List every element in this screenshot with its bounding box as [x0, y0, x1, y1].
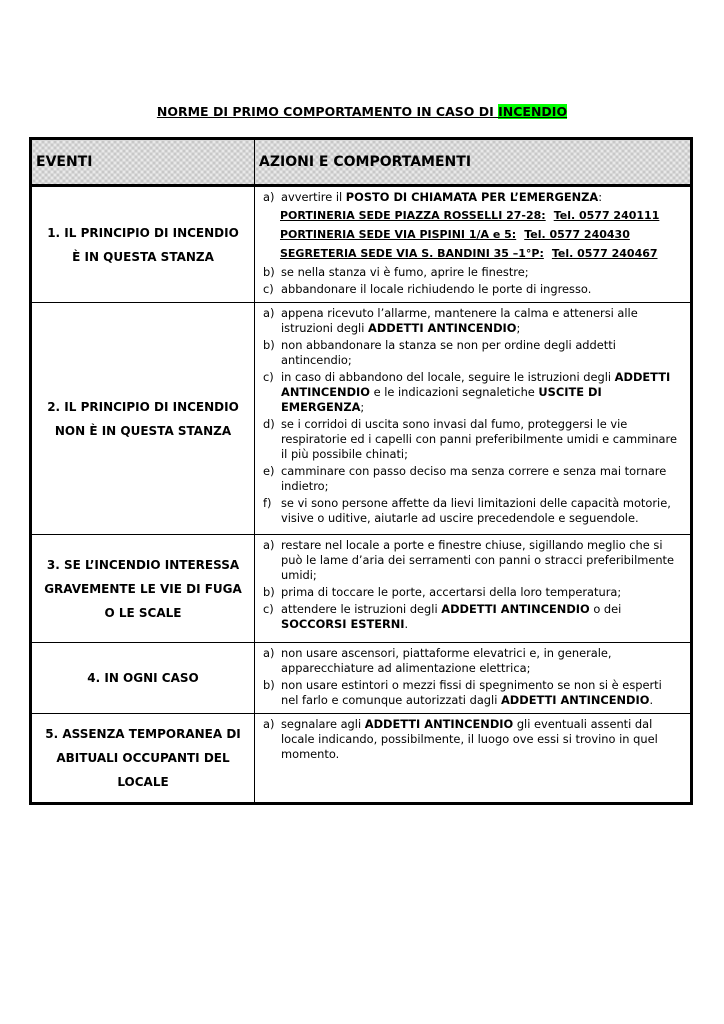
action-item-text: attendere le istruzioni degli ADDETTI ANTINCENDIO o dei SOCCORSI ESTERNI. [281, 602, 622, 631]
action-item-text: in caso di abbandono del locale, seguire le istruzioni degli ADDETTI ANTINCENDIO e le indicazioni segnaletiche USCITE DI EMERGENZA; [281, 370, 671, 414]
action-item [263, 678, 682, 708]
action-item [263, 496, 682, 526]
events-header: EVENTI [31, 139, 255, 186]
action-item-label: f) [263, 496, 272, 510]
action-item-label: b) [263, 678, 275, 692]
action-item [263, 190, 682, 205]
action-item [263, 602, 682, 632]
contact-place: PORTINERIA SEDE PIAZZA ROSSELLI 27-28: [280, 209, 546, 222]
action-item-text: non usare ascensori, piattaforme elevatrici e, in generale, apparecchiature ad alimentazione elettrica; [281, 646, 612, 675]
table-header-row [31, 139, 692, 186]
action-item [263, 306, 682, 336]
emergency-contact [280, 246, 682, 262]
action-item [263, 464, 682, 494]
actions-cell [255, 186, 692, 303]
action-item [263, 717, 682, 762]
table-row [31, 186, 692, 303]
action-item-text: restare nel locale a porte e finestre chiuse, sigillando meglio che si può le lame d’aria dei serramenti con panni o stracci preferibilmente umidi; [281, 538, 675, 582]
actions-cell [255, 303, 692, 535]
action-item-label: a) [263, 306, 275, 320]
action-item-label: d) [263, 417, 275, 431]
action-item-text: se vi sono persone affette da lievi limitazioni delle capacità motorie, visive o uditive, aiutarle ad uscire precedendole e seguendole. [281, 496, 671, 525]
action-item-text: appena ricevuto l’allarme, mantenere la calma e attenersi alle istruzioni degli ADDETTI ANTINCENDIO; [281, 306, 638, 335]
contact-phone: Tel. 0577 240111 [553, 209, 660, 222]
action-item [263, 585, 682, 600]
action-item-label: a) [263, 717, 275, 731]
table-row [31, 643, 692, 714]
action-item [263, 538, 682, 583]
action-item-text: non abbandonare la stanza se non per ordine degli addetti antincendio; [281, 338, 616, 367]
action-item [263, 338, 682, 368]
action-item-text: segnalare agli ADDETTI ANTINCENDIO gli eventuali assenti dal locale indicando, possibilmente, il luogo ove essi si trovino in quel momento. [281, 717, 658, 761]
action-item-label: e) [263, 464, 275, 478]
title-text: NORME DI PRIMO COMPORTAMENTO IN CASO DI [156, 104, 499, 119]
action-item [263, 282, 682, 297]
action-item-text: se i corridoi di uscita sono invasi dal fumo, proteggersi le vie respiratorie ed i capelli con panni preferibilmente umidi e camminare il più possibile chinati; [281, 417, 677, 461]
action-item-text: se nella stanza vi è fumo, aprire le finestre; [281, 265, 529, 279]
table-row [31, 303, 692, 535]
action-item-label: b) [263, 338, 275, 352]
title-highlight: INCENDIO [498, 104, 568, 119]
event-cell: 1. IL PRINCIPIO DI INCENDIO È IN QUESTA STANZA [31, 186, 255, 303]
contact-place: PORTINERIA SEDE VIA PISPINI 1/A e 5: [280, 228, 517, 241]
action-item-label: c) [263, 282, 274, 296]
actions-header: AZIONI E COMPORTAMENTI [255, 139, 692, 186]
actions-cell [255, 643, 692, 714]
contact-phone: Tel. 0577 240430 [524, 228, 630, 241]
action-item-text: non usare estintori o mezzi fissi di spegnimento se non si è esperti nel farlo e comunque autorizzati dagli ADDETTI ANTINCENDIO. [281, 678, 662, 707]
action-item-label: a) [263, 190, 275, 204]
actions-cell [255, 714, 692, 804]
event-cell: 4. IN OGNI CASO [31, 643, 255, 714]
contact-place: SEGRETERIA SEDE VIA S. BANDINI 35 –1°P: [280, 247, 544, 260]
event-cell: 2. IL PRINCIPIO DI INCENDIO NON È IN QUESTA STANZA [31, 303, 255, 535]
table-row [31, 714, 692, 804]
action-item-label: b) [263, 585, 275, 599]
action-item-label: b) [263, 265, 275, 279]
action-item-label: c) [263, 370, 274, 384]
action-item [263, 646, 682, 676]
action-item-text: camminare con passo deciso ma senza correre e senza mai tornare indietro; [281, 464, 667, 493]
action-item-text: avvertire il POSTO DI CHIAMATA PER L’EMERGENZA: [281, 190, 603, 204]
action-item-text: prima di toccare le porte, accertarsi della loro temperatura; [281, 585, 622, 599]
actions-cell [255, 535, 692, 643]
action-item [263, 370, 682, 415]
action-item-label: c) [263, 602, 274, 616]
action-item-text: abbandonare il locale richiudendo le porte di ingresso. [281, 282, 592, 296]
contact-phone: Tel. 0577 240467 [551, 247, 658, 260]
emergency-contact [280, 208, 682, 224]
table-body [31, 186, 692, 804]
action-item [263, 265, 682, 280]
procedures-table [29, 137, 693, 805]
document-title [0, 104, 724, 119]
table-row [31, 535, 692, 643]
emergency-contact [280, 227, 682, 243]
event-cell: 3. SE L’INCENDIO INTERESSA GRAVEMENTE LE VIE DI FUGA O LE SCALE [31, 535, 255, 643]
event-cell: 5. ASSENZA TEMPORANEA DI ABITUALI OCCUPANTI DEL LOCALE [31, 714, 255, 804]
action-item-label: a) [263, 646, 275, 660]
action-item [263, 417, 682, 462]
action-item-label: a) [263, 538, 275, 552]
